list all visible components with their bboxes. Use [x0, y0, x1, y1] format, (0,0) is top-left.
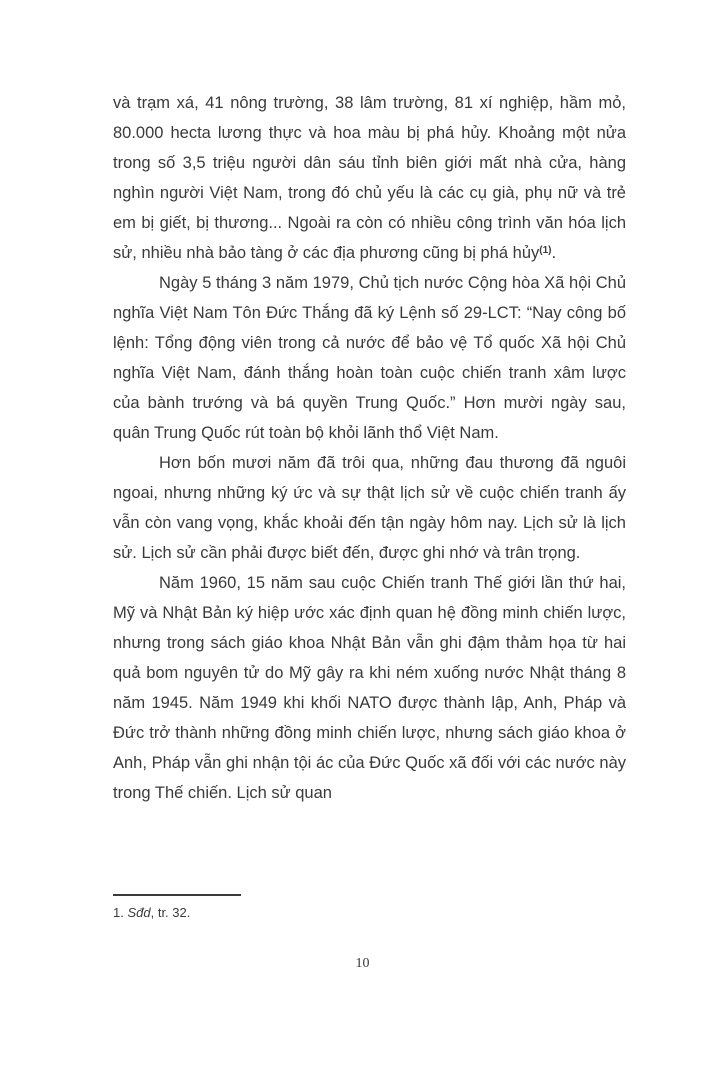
page-number: 10 — [355, 956, 370, 971]
paragraph-1-text: và trạm xá, 41 nông trường, 38 lâm trường, 81 xí nghiệp, hầm mỏ, 80.000 hecta lương thực và hoa màu bị phá hủy. Khoảng một nửa trong số 3,5 triệu người dân sáu tỉnh biên giới mất nhà cửa, hàng nghìn người Việt Nam, trong đó chủ yếu là các cụ già, phụ nữ và trẻ em bị giết, bị thương... Ngoài ra còn có nhiều công trình văn hóa lịch sử, nhiều nhà bảo tàng ở các địa phương cũng bị phá hủy — [113, 94, 626, 262]
footnote-source: Sđd — [127, 905, 151, 920]
footnote — [113, 904, 190, 922]
footnote-divider — [113, 894, 241, 896]
paragraph-4: Năm 1960, 15 năm sau cuộc Chiến tranh Thế giới lần thứ hai, Mỹ và Nhật Bản ký hiệp ước xác định quan hệ đồng minh chiến lược, nhưng trong sách giáo khoa Nhật Bản vẫn ghi đậm thảm họa từ hai quả bom nguyên tử do Mỹ gây ra khi ném xuống nước Nhật tháng 8 năm 1945. Năm 1949 khi khối NATO được thành lập, Anh, Pháp và Đức trở thành những đồng minh chiến lược, nhưng sách giáo khoa ở Anh, Pháp vẫn ghi nhận tội ác của Đức Quốc xã đối với các nước này trong Thế chiến. Lịch sử quan — [113, 574, 626, 802]
paragraph-1 — [113, 88, 626, 268]
paragraph-1-tail: . — [551, 244, 557, 262]
body-text — [113, 88, 626, 808]
paragraph-3: Hơn bốn mươi năm đã trôi qua, những đau thương đã nguôi ngoai, nhưng những ký ức và sự thật lịch sử về cuộc chiến tranh ấy vẫn còn vang vọng, khắc khoải đến tận ngày hôm nay. Lịch sử là lịch sử. Lịch sử cần phải được biết đến, được ghi nhớ và trân trọng. — [113, 454, 626, 562]
footnote-number: 1. — [113, 905, 124, 920]
footnote-reference: (1) — [539, 245, 552, 256]
paragraph-2: Ngày 5 tháng 3 năm 1979, Chủ tịch nước Cộng hòa Xã hội Chủ nghĩa Việt Nam Tôn Đức Thắng đã ký Lệnh số 29-LCT: “Nay công bố lệnh: Tổng động viên trong cả nước để bảo vệ Tổ quốc Xã hội Chủ nghĩa Việt Nam, đánh thắng hoàn toàn cuộc chiến tranh xâm lược của bành trướng và bá quyền Trung Quốc.” Hơn mười ngày sau, quân Trung Quốc rút toàn bộ khỏi lãnh thổ Việt Nam. — [113, 274, 626, 442]
footnote-rest: , tr. 32. — [150, 905, 191, 920]
